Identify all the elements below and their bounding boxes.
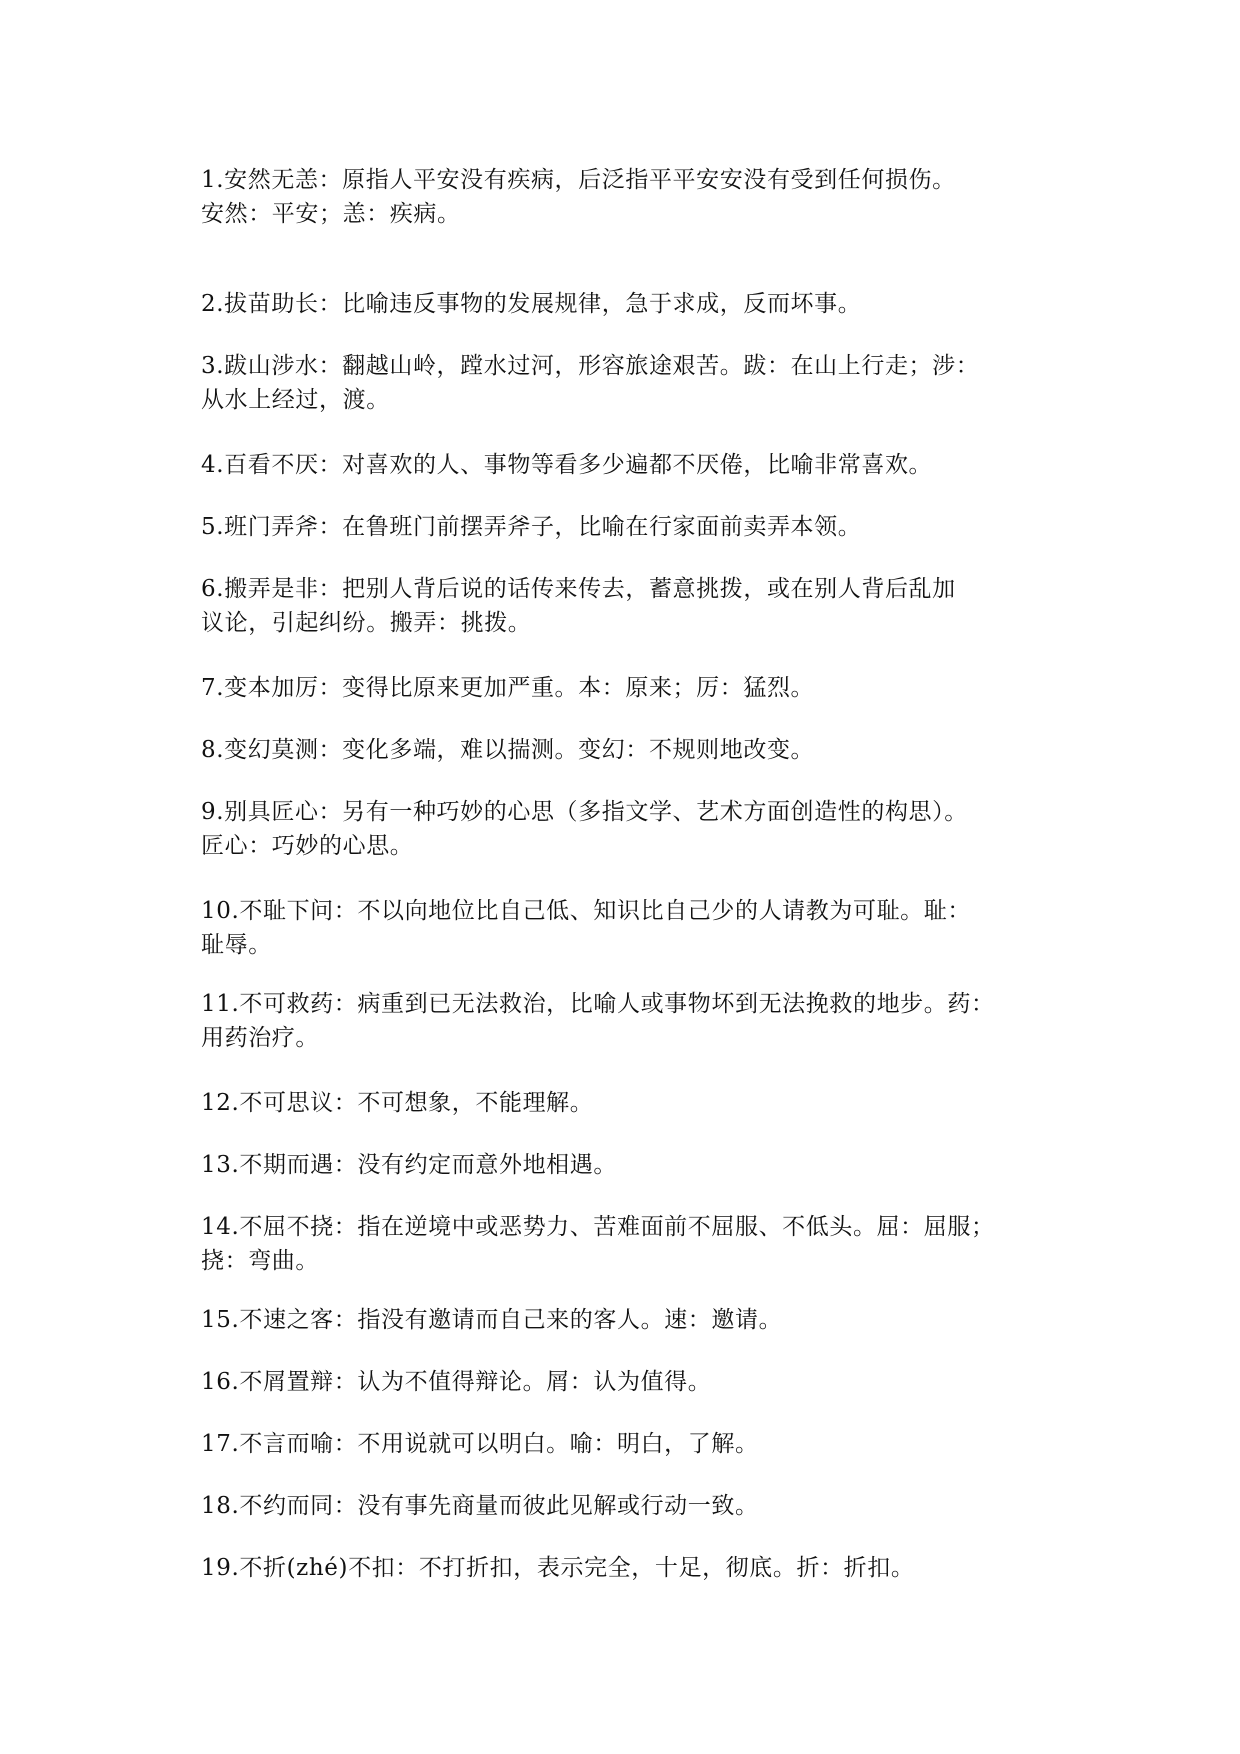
entry-line: 9.别具匠心：另有一种巧妙的心思（多指文学、艺术方面创造性的构思）。 xyxy=(201,799,968,825)
idiom-entry-19 xyxy=(201,1551,1061,1585)
idiom-entry-9 xyxy=(201,795,1061,863)
idiom-entry-14 xyxy=(201,1210,1061,1278)
entry-line: 安然：平安；恙：疾病。 xyxy=(201,201,461,227)
entry-line: 19.不折(zhé)不扣：不打折扣，表示完全，十足，彻底。折：折扣。 xyxy=(201,1555,915,1581)
entry-line: 2.拔苗助长：比喻违反事物的发展规律，急于求成，反而坏事。 xyxy=(201,291,862,317)
entry-line: 用药治疗。 xyxy=(201,1025,319,1051)
entry-line: 3.跋山涉水：翻越山岭，蹚水过河，形容旅途艰苦。跋：在山上行走；涉： xyxy=(201,353,980,379)
idiom-entry-3 xyxy=(201,349,1061,417)
entry-line: 12.不可思议：不可想象，不能理解。 xyxy=(201,1090,594,1116)
entry-line: 4.百看不厌：对喜欢的人、事物等看多少遍都不厌倦，比喻非常喜欢。 xyxy=(201,452,933,478)
entry-line: 8.变幻莫测：变化多端，难以揣测。变幻：不规则地改变。 xyxy=(201,737,815,763)
entry-line: 挠：弯曲。 xyxy=(201,1248,319,1274)
idiom-entry-18 xyxy=(201,1489,1061,1523)
idiom-entry-8 xyxy=(201,733,1061,767)
entry-line: 10.不耻下问：不以向地位比自己低、知识比自己少的人请教为可耻。耻： xyxy=(201,898,971,924)
entry-line: 7.变本加厉：变得比原来更加严重。本：原来；厉：猛烈。 xyxy=(201,675,815,701)
entry-line: 匠心：巧妙的心思。 xyxy=(201,833,414,859)
entry-line: 15.不速之客：指没有邀请而自己来的客人。速：邀请。 xyxy=(201,1307,783,1333)
idiom-entry-13 xyxy=(201,1148,1061,1182)
idiom-entry-12 xyxy=(201,1086,1061,1120)
entry-line: 13.不期而遇：没有约定而意外地相遇。 xyxy=(201,1152,617,1178)
entry-line: 6.搬弄是非：把别人背后说的话传来传去，蓄意挑拨，或在别人背后乱加 xyxy=(201,576,956,602)
idiom-entry-6 xyxy=(201,572,1061,640)
idiom-entry-5 xyxy=(201,510,1061,544)
idiom-entry-16 xyxy=(201,1365,1061,1399)
idiom-entry-4 xyxy=(201,448,1061,482)
idiom-entry-11 xyxy=(201,987,1061,1055)
idiom-entry-7 xyxy=(201,671,1061,705)
entry-line: 耻辱。 xyxy=(201,932,272,958)
entry-line: 从水上经过，渡。 xyxy=(201,387,390,413)
idiom-entry-10 xyxy=(201,894,1061,962)
entry-line: 11.不可救药：病重到已无法救治，比喻人或事物坏到无法挽救的地步。药： xyxy=(201,991,995,1017)
idiom-entry-2 xyxy=(201,287,1061,321)
entry-line: 5.班门弄斧：在鲁班门前摆弄斧子，比喻在行家面前卖弄本领。 xyxy=(201,514,862,540)
entry-line: 14.不屈不挠：指在逆境中或恶势力、苦难面前不屈服、不低头。屈：屈服； xyxy=(201,1214,995,1240)
entry-line: 17.不言而喻：不用说就可以明白。喻：明白，了解。 xyxy=(201,1431,759,1457)
entry-line: 18.不约而同：没有事先商量而彼此见解或行动一致。 xyxy=(201,1493,759,1519)
idiom-entry-15 xyxy=(201,1303,1061,1337)
idiom-entry-17 xyxy=(201,1427,1061,1461)
entry-line: 16.不屑置辩：认为不值得辩论。屑：认为值得。 xyxy=(201,1369,712,1395)
idiom-entry-1 xyxy=(201,163,1061,231)
entry-line: 1.安然无恙：原指人平安没有疾病，后泛指平平安安没有受到任何损伤。 xyxy=(201,167,956,193)
entry-line: 议论，引起纠纷。搬弄：挑拨。 xyxy=(201,610,532,636)
